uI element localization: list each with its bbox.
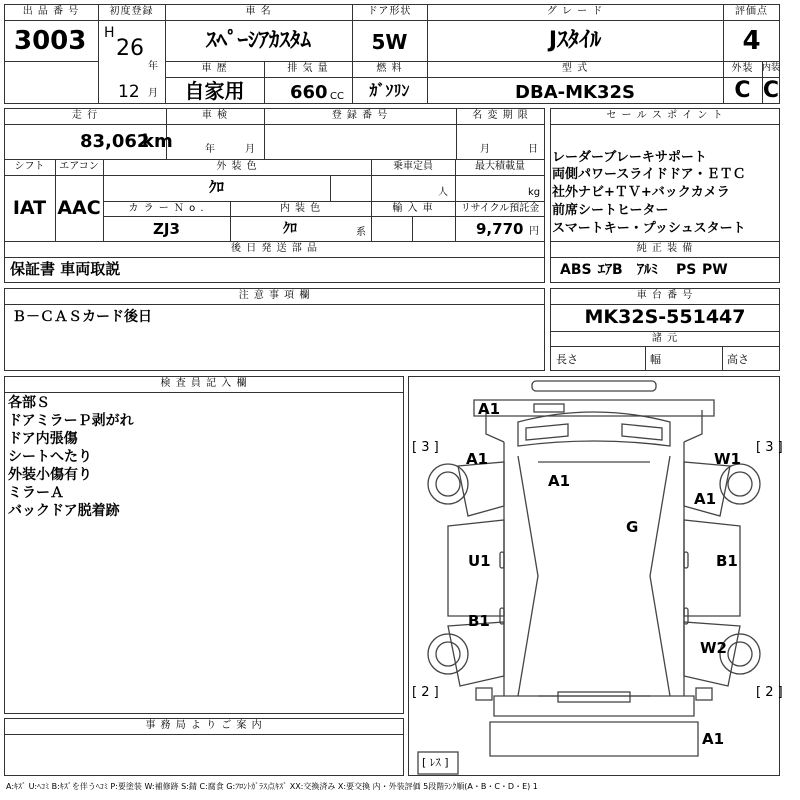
mark-front-right-door: A1 (694, 490, 717, 508)
door-type-label: ドア形状 (367, 6, 412, 17)
mileage-label: 走 行 (71, 110, 99, 121)
sales-points-label: セ ー ル ス ポ イ ン ト (606, 110, 724, 121)
lot-number: 3003 (14, 26, 87, 56)
mark-front-left-fender: A1 (466, 450, 489, 468)
interior-label: 内装 (762, 63, 781, 73)
name-change-day-unit: 日 (528, 144, 538, 155)
chassis-number: MK32S-551447 (584, 306, 746, 328)
notes-text: Ｂ－ＣＡＳカード後日 (12, 309, 152, 325)
grade-label: グ レ ー ド (546, 6, 604, 17)
grade: Jｽﾀｲﾙ (548, 28, 602, 53)
vehicle-history: 自家用 (184, 79, 245, 103)
color-number-label: カ ラ ー Ｎ o . (128, 203, 205, 214)
tread-front-left: [ 3 ] (412, 440, 439, 455)
displacement-unit: CC (330, 91, 344, 102)
inspector-note: バックドア脱着跡 (8, 503, 120, 519)
registration-year: 26 (116, 36, 144, 61)
shift-label: シフト (14, 161, 45, 172)
equipment-item: PW (702, 262, 728, 278)
displacement: 660 (290, 82, 328, 103)
tread-rear-right: [ 2 ] (756, 685, 783, 700)
legend: A:ｷｽﾞ U:ﾍｺﾐ B:ｷｽﾞを伴うﾍｺﾐ P:要塗装 W:補修跡 S:錆 C:腐食 G:ﾌﾛﾝﾄｶﾞﾗｽ点ｷｽﾞ XX:交換済み X:要交換 内・外装評価 5段階ﾗﾝｸ順(A・B・C・D・E) 1 (6, 782, 538, 791)
mark-hood: A1 (548, 472, 571, 490)
later-parts: 保証書 車両取説 (10, 260, 121, 278)
mark-left-rear-door: B1 (468, 612, 490, 630)
sales-point: 前席シートヒーター (552, 203, 669, 218)
mark-front-right-fender: W1 (714, 450, 741, 468)
capacity-label: 乗車定員 (393, 161, 433, 172)
name-change-label: 名 変 期 限 (472, 110, 529, 121)
inspection-label: 車 検 (201, 110, 229, 121)
inspector-note: ドアミラーＰ剥がれ (8, 413, 134, 429)
color-number: ZJ3 (153, 220, 180, 238)
inspection-month-unit: 月 (245, 144, 255, 155)
name-change-month-unit: 月 (480, 144, 490, 155)
recycle-fee: 9,770 (476, 220, 524, 238)
chassis-number-label: 車 台 番 号 (636, 290, 694, 301)
tread-rear-left: [ 2 ] (412, 685, 439, 700)
inspector-note: ミラーＡ (8, 485, 64, 501)
fuel: ｶﾞｿﾘﾝ (369, 81, 410, 100)
model-type-label: 型 式 (561, 63, 589, 74)
inspection-year-unit: 年 (205, 144, 215, 155)
office-label: 事 務 局 よ り ご 案 内 (145, 720, 263, 731)
sales-point: レーダーブレーキサポート (552, 150, 707, 165)
inspector-note: 各部Ｓ (8, 395, 50, 411)
era-letter: H (104, 25, 115, 41)
score-label: 評価点 (735, 6, 768, 17)
shift: IAT (12, 197, 47, 219)
lot-number-label: 出 品 番 号 (22, 6, 80, 17)
score: 4 (742, 26, 761, 56)
aircon-label: エアコン (59, 161, 99, 172)
equipment-item: ABS (560, 262, 592, 278)
exterior-label: 外装 (731, 63, 754, 74)
month-unit: 月 (148, 88, 158, 99)
door-type: 5W (371, 30, 408, 54)
mark-right-rear-door: B1 (716, 552, 738, 570)
registration-month: 12 (118, 82, 140, 102)
length-label: 長さ (556, 353, 578, 366)
notes-label: 注 意 事 項 欄 (238, 290, 311, 301)
max-load-unit: kg (528, 187, 541, 198)
interior-color-suffix: 系 (356, 227, 366, 238)
fuel-label: 燃 料 (376, 63, 403, 74)
exterior-grade: C (734, 78, 751, 103)
mark-rear-bumper: A1 (702, 730, 725, 748)
displacement-label: 排 気 量 (287, 63, 329, 74)
car-diagram (408, 376, 780, 776)
mileage: 83,062 (80, 131, 150, 152)
exterior-color: ｸﾛ (208, 178, 224, 196)
mark-left-door: U1 (468, 552, 491, 570)
mark-front-bumper: A1 (478, 400, 501, 418)
inspector-label: 検 査 員 記 入 欄 (160, 378, 248, 389)
car-name-label: 車 名 (245, 6, 272, 17)
inspector-note: ドア内張傷 (8, 431, 78, 447)
mileage-unit: km (142, 131, 173, 152)
equipment-label: 純 正 装 備 (636, 243, 694, 254)
car-name: ｽﾍﾟｰｼｱｶｽﾀﾑ (206, 28, 311, 52)
sales-point: 両側パワースライドドア・ＥＴＣ (552, 167, 746, 182)
height-label: 高さ (727, 353, 749, 366)
equipment-item: ｱﾙﾐ (637, 262, 658, 278)
inspector-note: シートへたり (8, 449, 92, 465)
recycle-unit: 円 (529, 226, 539, 237)
year-unit: 年 (148, 61, 158, 72)
first-registration-label: 初度登録 (109, 6, 154, 17)
interior-grade: C (762, 78, 780, 103)
sales-point: スマートキー・プッシュスタート (552, 221, 746, 236)
interior-color-label: 内 装 色 (279, 203, 322, 214)
sales-point: 社外ナビ+ＴＶ+バックカメラ (552, 185, 730, 200)
later-parts-label: 後 日 発 送 部 品 (231, 243, 318, 254)
mark-right-quarter: W2 (700, 639, 727, 657)
dimensions-label: 諸 元 (651, 333, 679, 344)
width-label: 幅 (650, 353, 661, 366)
exterior-color-label: 外 装 色 (216, 161, 258, 172)
recycle-label: リサイクル預託金 (460, 203, 540, 214)
inspector-note: 外装小傷有り (8, 467, 92, 483)
history-label: 車 歴 (201, 63, 228, 74)
mark-roof: G (626, 518, 639, 536)
import-label: 輸 入 車 (392, 203, 434, 214)
equipment-item: ｴｱB (598, 262, 623, 278)
max-load-label: 最大積載量 (475, 161, 525, 172)
capacity-unit: 人 (438, 187, 448, 198)
tread-front-right: [ 3 ] (756, 440, 783, 455)
model-type: DBA-MK32S (515, 82, 635, 103)
registration-number-label: 登 録 番 号 (331, 110, 389, 121)
aircon: AAC (57, 197, 101, 219)
interior-color: ｸﾛ (283, 221, 297, 237)
spare-tire: [ ﾚｽ ] (422, 756, 449, 769)
equipment-item: PS (676, 262, 697, 278)
